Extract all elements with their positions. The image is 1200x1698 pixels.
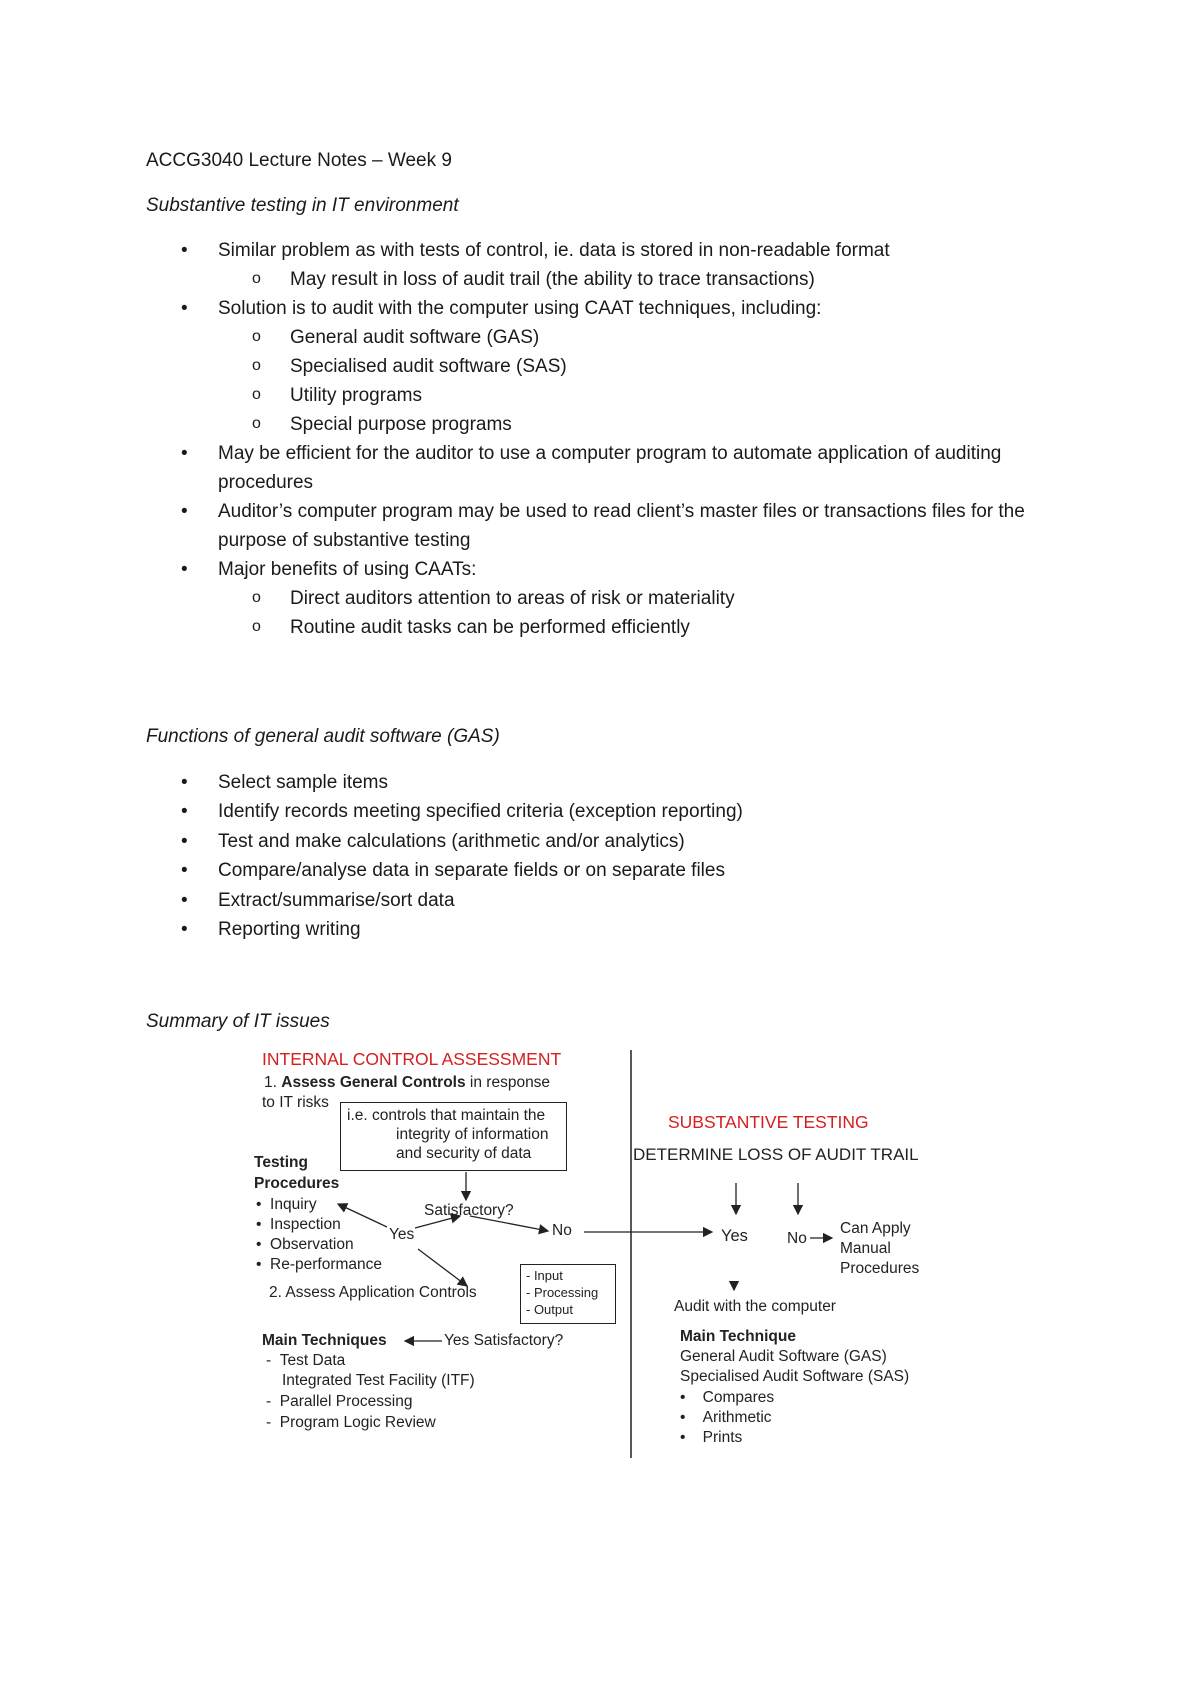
sub-list-item: o General audit software (GAS)	[218, 323, 1086, 352]
sas-label: Specialised Audit Software (SAS)	[680, 1368, 910, 1385]
sub-list-item: o May result in loss of audit trail (the ability to trace transactions)	[218, 265, 1086, 294]
section-heading-gas: Functions of general audit software (GAS)	[146, 726, 500, 747]
right-item: • Prints	[680, 1429, 743, 1446]
internal-control-title: INTERNAL CONTROL ASSESSMENT	[262, 1049, 562, 1069]
step1-label: 1. Assess General Controls in response	[264, 1074, 551, 1091]
technique-item: Integrated Test Facility (ITF)	[282, 1372, 475, 1389]
list-item: • Auditor’s computer program may be used to read client’s master files or transactions files for the purpose of substantive testing	[146, 497, 1086, 555]
testing-item: • Inspection	[256, 1216, 341, 1233]
right-item: • Arithmetic	[680, 1409, 772, 1426]
document-title: ACCG3040 Lecture Notes – Week 9	[146, 150, 452, 171]
testing-item: • Inquiry	[256, 1196, 317, 1213]
technique-item: - Program Logic Review	[266, 1414, 436, 1431]
step2-label: 2. Assess Application Controls	[269, 1284, 477, 1301]
list-item: • Test and make calculations (arithmetic and/or analytics)	[146, 827, 1086, 857]
sub-list-item: o Direct auditors attention to areas of risk or materiality	[218, 584, 1086, 613]
manual-line: Manual	[840, 1240, 891, 1257]
list-item: • May be efficient for the auditor to use a computer program to automate application of auditing procedures	[146, 439, 1086, 497]
list-item: • Solution is to audit with the computer using CAAT techniques, including: o General audit software (GAS) o Specialised audit software (SAS) o Utility programs o Special purpose programs	[146, 294, 1086, 439]
sub-list-item: o Utility programs	[218, 381, 1086, 410]
right-item: • Compares	[680, 1389, 775, 1406]
section-heading-substantive: Substantive testing in IT environment	[146, 195, 459, 216]
main-technique-label: Main Technique	[680, 1328, 796, 1345]
list-item: • Identify records meeting specified criteria (exception reporting)	[146, 797, 1086, 827]
testing-item: • Re-performance	[256, 1256, 383, 1273]
arrow-yes-to-app-controls	[418, 1249, 467, 1286]
list-item: • Compare/analyse data in separate fields or on separate files	[146, 856, 1086, 886]
list-item: • Reporting writing	[146, 915, 1086, 945]
app-controls-box: - Input - Processing - Output	[520, 1264, 616, 1324]
substantive-title: SUBSTANTIVE TESTING	[668, 1112, 869, 1132]
testing-title-2: Procedures	[254, 1175, 340, 1192]
general-controls-box: i.e. controls that maintain the integrity of information and security of data	[340, 1102, 567, 1171]
loss-of-audit-trail: DETERMINE LOSS OF AUDIT TRAIL	[633, 1145, 919, 1164]
manual-line: Procedures	[840, 1260, 920, 1277]
list-item: • Extract/summarise/sort data	[146, 886, 1086, 916]
sub-list-item: o Specialised audit software (SAS)	[218, 352, 1086, 381]
gas-label: General Audit Software (GAS)	[680, 1348, 887, 1365]
manual-line: Can Apply	[840, 1220, 911, 1237]
technique-item: - Parallel Processing	[266, 1393, 413, 1410]
technique-item: - Test Data	[266, 1352, 346, 1369]
arrow-yes-to-inquiry	[338, 1204, 387, 1227]
no-label: No	[552, 1222, 572, 1239]
list-item: • Select sample items	[146, 768, 1086, 798]
sub-list-item: o Routine audit tasks can be performed efficiently	[218, 613, 1086, 642]
testing-item: • Observation	[256, 1236, 354, 1253]
step1-line2: to IT risks	[262, 1094, 329, 1111]
yes-label: Yes	[389, 1226, 415, 1243]
sub-list-item: o Special purpose programs	[218, 410, 1086, 439]
audit-with-computer: Audit with the computer	[674, 1298, 836, 1315]
list-item: • Similar problem as with tests of control, ie. data is stored in non-readable format o May result in loss of audit trail (the ability to trace transactions)	[146, 236, 1086, 294]
section-heading-summary: Summary of IT issues	[146, 1011, 330, 1032]
testing-title-1: Testing	[254, 1154, 308, 1171]
right-no-label: No	[787, 1230, 807, 1247]
yes-satisfactory-label: Yes Satisfactory?	[444, 1332, 564, 1349]
list-item: • Major benefits of using CAATs: o Direct auditors attention to areas of risk or materiality o Routine audit tasks can be performed efficiently	[146, 555, 1086, 642]
right-yes-label: Yes	[721, 1227, 748, 1245]
main-techniques-label: Main Techniques	[262, 1332, 387, 1349]
satisfactory-label: Satisfactory?	[424, 1202, 514, 1219]
